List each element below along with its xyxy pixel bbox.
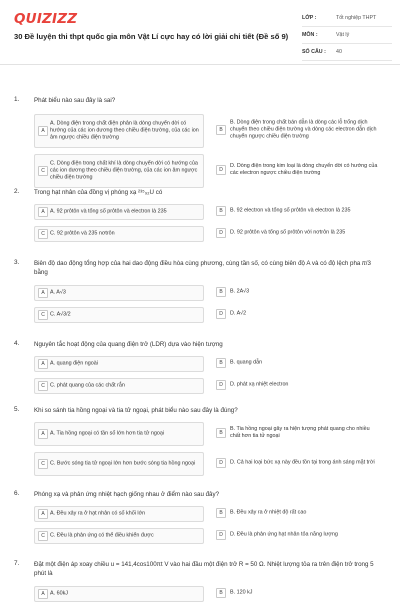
option-d[interactable] [216, 378, 384, 392]
option-c[interactable] [34, 452, 204, 476]
question-number: 4. [14, 340, 20, 347]
option-letter: C [38, 166, 48, 176]
option-letter: C [38, 229, 48, 239]
count-value: 40 [336, 49, 342, 55]
option-b[interactable] [216, 586, 384, 600]
option-d[interactable] [216, 528, 384, 542]
option-c[interactable] [34, 378, 204, 394]
question-text: Trong hạt nhân của đồng vị phóng xạ ²³⁵₉₂U có [34, 189, 163, 196]
option-letter: A [38, 126, 48, 136]
option-letter: D [216, 530, 226, 540]
question-text: Nguyên tắc hoạt động của quang điện trở (LDR) dựa vào hiện tượng [34, 341, 223, 348]
option-d[interactable] [216, 226, 384, 240]
option-b[interactable] [216, 356, 384, 370]
option-letter: B [216, 588, 226, 598]
question-number: 6. [14, 490, 20, 497]
question-text: Khi so sánh tia hồng ngoại và tia tử ngoại, phát biểu nào sau đây là đúng? [34, 407, 238, 414]
option-text: D. Dòng điện trong kim loại là dòng chuyển dời có hướng của các electron ngược chiều điện trường [230, 163, 378, 176]
option-text: C. Dòng điện trong chất khí là dòng chuyển dời có hướng của các ion dương theo chiều điện trường, của các ion âm ngược chiều điện trường [50, 160, 198, 181]
class-label: LỚP : [302, 15, 317, 21]
option-text: A. 60kJ [50, 590, 68, 597]
option-a[interactable] [34, 114, 204, 148]
class-value: Tốt nghiệp THPT [336, 15, 377, 21]
option-letter: C [38, 459, 48, 469]
option-text: A. quang điện ngoài [50, 360, 98, 367]
page-title: 30 Đề luyện thi thpt quốc gia môn Vật Lí cực hay có lời giải chi tiết (Đề số 9) [14, 32, 289, 41]
count-label: SỐ CÂU : [302, 49, 326, 55]
option-letter: B [216, 125, 226, 135]
option-letter: B [216, 206, 226, 216]
option-text: B. 2A√3 [230, 288, 250, 295]
option-text: A. Dòng điện trong chất điện phân là dòng chuyển dời có hướng của các ion dương theo chiều điện trường, của các ion âm ngược chiều điện trường [50, 120, 199, 141]
option-text: C. A√3/2 [50, 311, 71, 318]
option-letter: D [216, 228, 226, 238]
option-letter: B [216, 428, 226, 438]
option-d[interactable] [216, 154, 384, 186]
option-text: B. Dòng điện trong chất bán dẫn là dòng các lỗ trống dịch chuyển theo chiều điện trường và dòng các electron dẫn dịch chuyển ngược chiều điện trường [230, 119, 377, 140]
option-text: A. 92 prôtôn và tổng số prôtôn và electron là 235 [50, 208, 167, 215]
option-letter: A [38, 207, 48, 217]
brand-logo: QUIZIZZ [14, 11, 78, 27]
question-text: Biên độ dao động tổng hợp của hai dao động điều hòa cùng phương, cùng tần số, có cùng biên độ A và có độ lệch pha 𝜋/3 bằng [34, 260, 371, 276]
option-a[interactable] [34, 422, 204, 446]
option-letter: B [216, 287, 226, 297]
question-text: Phóng xạ và phản ứng nhiệt hạch giống nhau ở điểm nào sau đây? [34, 491, 220, 498]
option-text: D. Đều là phản ứng hạt nhân tỏa năng lượng [230, 531, 338, 538]
option-text: B. Tia hồng ngoại gây ra hiện tượng phát quang cho nhiều chất hơn tia tử ngoại [230, 426, 370, 439]
option-text: C. Đều là phản ứng có thể điều khiển được [50, 532, 154, 539]
option-letter: C [38, 310, 48, 320]
info-row-count [302, 44, 392, 61]
info-panel [302, 10, 392, 61]
option-text: D. 92 prôtôn và tổng số prôtôn với nơtrôn là 235 [230, 229, 346, 236]
option-letter: A [38, 359, 48, 369]
option-b[interactable] [216, 285, 384, 299]
option-text: C. 92 prôtôn và 235 nơtrôn [50, 230, 115, 237]
option-text: D. phát xạ nhiệt electron [230, 381, 289, 388]
question-number: 2. [14, 188, 20, 195]
option-a[interactable] [34, 356, 204, 372]
option-text: C. phát quang của các chất rắn [50, 382, 125, 389]
option-a[interactable] [34, 204, 204, 220]
option-letter: B [216, 358, 226, 368]
option-letter: A [38, 429, 48, 439]
option-c[interactable] [34, 154, 204, 188]
option-text: B. Đều xảy ra ở nhiệt độ rất cao [230, 509, 307, 516]
option-letter: D [216, 458, 226, 468]
question-number: 1. [14, 96, 20, 103]
option-letter: A [38, 288, 48, 298]
subject-value: Vật lý [336, 32, 350, 38]
option-text: A. Tia hồng ngoại có tần số lớn hơn tia tử ngoại [50, 430, 165, 437]
option-c[interactable] [34, 307, 204, 323]
option-d[interactable] [216, 452, 384, 474]
info-row-subject [302, 27, 392, 44]
option-text: D. A√2 [230, 310, 247, 317]
option-letter: B [216, 508, 226, 518]
question-text: Phát biểu nào sau đây là sai? [34, 97, 116, 104]
option-b[interactable] [216, 204, 384, 218]
option-c[interactable] [34, 528, 204, 544]
option-text: A. A√3 [50, 289, 66, 296]
option-text: B. 92 electron và tổng số prôtôn và electron là 235 [230, 207, 351, 214]
subject-label: MÔN : [302, 32, 318, 38]
option-b[interactable] [216, 422, 384, 444]
option-b[interactable] [216, 114, 384, 146]
page-header [0, 0, 400, 65]
option-letter: A [38, 589, 48, 599]
option-letter: D [216, 309, 226, 319]
question-number: 5. [14, 406, 20, 413]
option-text: C. Bước sóng tia tử ngoại lớn hơn bước sóng tia hồng ngoại [50, 460, 196, 467]
option-letter: C [38, 381, 48, 391]
option-text: B. 120 kJ [230, 589, 253, 596]
option-letter: C [38, 531, 48, 541]
option-a[interactable] [34, 506, 204, 522]
option-letter: A [38, 509, 48, 519]
option-letter: D [216, 165, 226, 175]
option-d[interactable] [216, 307, 384, 321]
option-a[interactable] [34, 285, 204, 301]
option-b[interactable] [216, 506, 384, 520]
option-text: A. Đều xảy ra ở hạt nhân có số khối lớn [50, 510, 146, 517]
option-text: D. Cả hai loại bức xạ này đều tồn tại trong ánh sáng mặt trời [230, 459, 375, 466]
option-text: B. quang dẫn [230, 359, 263, 366]
question-number: 7. [14, 560, 20, 567]
option-c[interactable] [34, 226, 204, 242]
option-letter: D [216, 380, 226, 390]
info-row-class [302, 10, 392, 27]
question-text: Đặt một điện áp xoay chiều u = 141,4cos100πt V vào hai đầu một điện trở R = 50 Ω. Nhiệt lượng tỏa ra trên điện trở trong 5 phút là [34, 561, 374, 577]
question-number: 3. [14, 259, 20, 266]
